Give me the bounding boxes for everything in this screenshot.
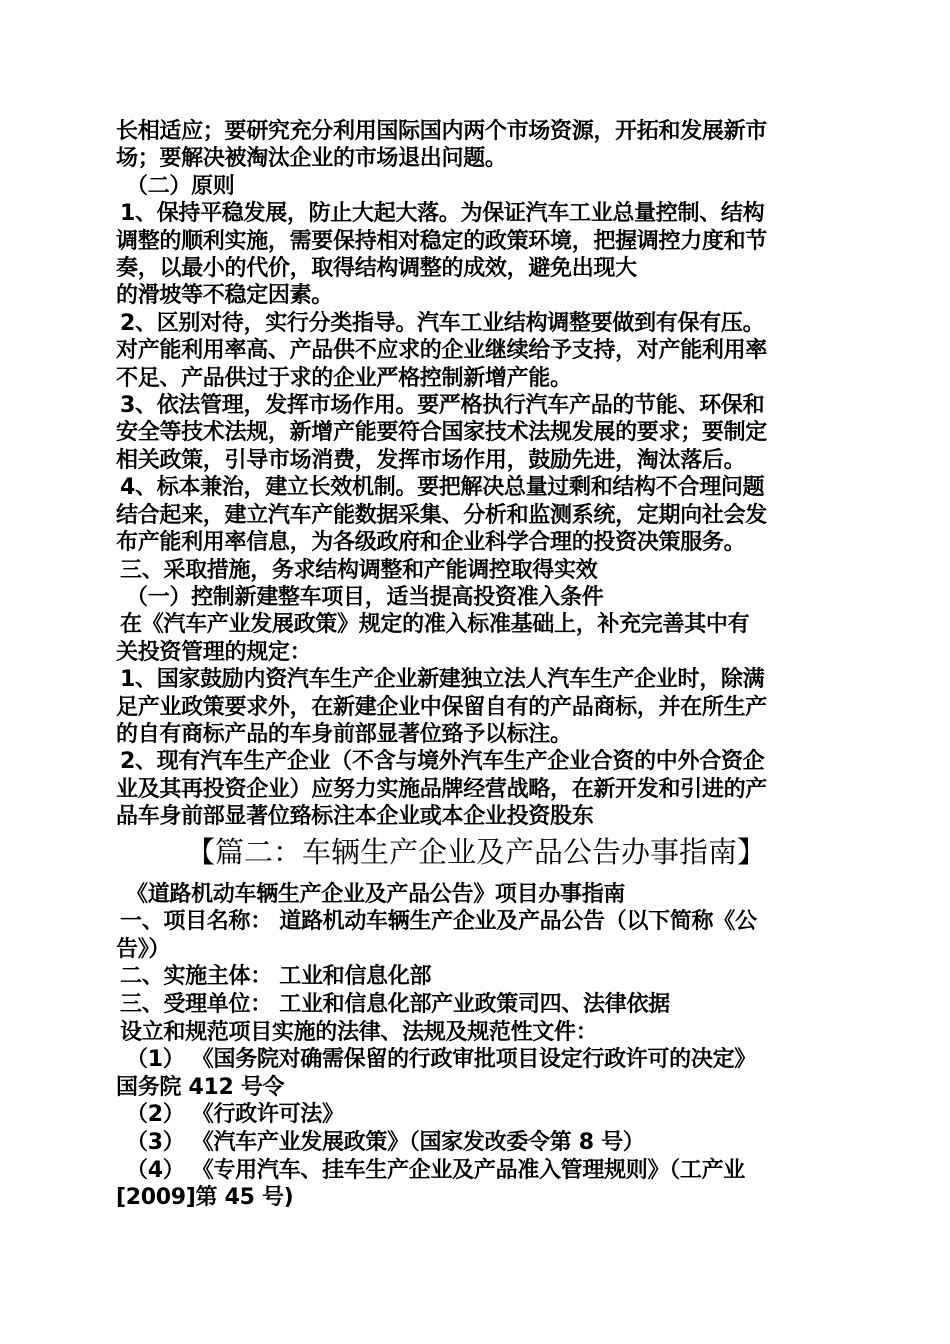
list-item: （2） 《行政许可法》 xyxy=(126,1102,344,1128)
text-line: 的滑坡等不稳定因素。 xyxy=(116,283,334,309)
text-line: 调整的顺利实施，需要保持相对稳定的政策环境，把握调控力度和节 xyxy=(116,228,768,254)
section-heading: 《道路机动车辆生产企业及产品公告》项目办事指南 xyxy=(126,881,626,907)
text-line: 关投资管理的规定： xyxy=(116,639,312,665)
list-item: （4） 《专用汽车、挂车生产企业及产品准入管理规则》（工产业 xyxy=(126,1157,745,1183)
text-line: 2、现有汽车生产企业（不含与境外汽车生产企业合资的中外合资企 xyxy=(120,749,765,775)
text-line: 1、国家鼓励内资汽车生产企业新建独立法人汽车生产企业时，除满 xyxy=(120,667,765,693)
text-line: 4、标本兼治，建立长效机制。要把解决总量过剩和结构不合理问题 xyxy=(120,475,765,501)
text-line: 足产业政策要求外，在新建企业中保留自有的产品商标，并在所生产 xyxy=(116,694,768,720)
list-item: （1） 《国务院对确需保留的行政审批项目设定行政许可的决定》 xyxy=(126,1047,756,1073)
text-line: 安全等技术法规，新增产能要符合国家技术法规发展的要求；要制定 xyxy=(116,420,768,446)
text-line: 对产能利用率高、产品供不应求的企业继续给予支持，对产能利用率 xyxy=(116,338,768,364)
text-line: 二、实施主体： 工业和信息化部 xyxy=(120,964,432,990)
text-line: 相关政策，引导市场消费，发挥市场作用，鼓励先进，淘汰落后。 xyxy=(116,447,746,473)
text-line: 结合起来，建立汽车产能数据采集、分析和监测系统，定期向社会发 xyxy=(116,502,768,528)
text-line: [2009]第 45 号) xyxy=(116,1185,294,1211)
page-title: 【篇二：车辆生产企业及产品公告办事指南】 xyxy=(185,834,766,869)
text-line: 3、依法管理，发挥市场作用。要严格执行汽车产品的节能、环保和 xyxy=(120,393,765,419)
text-line: 一、项目名称： 道路机动车辆生产企业及产品公告（以下简称《公 xyxy=(120,909,757,935)
section-heading: （二）原则 xyxy=(126,173,235,199)
list-item: （3） 《汽车产业发展政策》（国家发改委令第 8 号） xyxy=(126,1129,645,1155)
text-line: 告》） xyxy=(116,936,171,962)
section-heading: 三、采取措施，务求结构调整和产能调控取得实效 xyxy=(120,557,598,583)
text-line: 的自有商标产品的车身前部显著位臵予以标注。 xyxy=(116,721,572,747)
text-line: 国务院 412 号令 xyxy=(116,1074,285,1100)
document-page xyxy=(116,118,836,1212)
text-line: 奏，以最小的代价，取得结构调整的成效，避免出现大 xyxy=(116,256,637,282)
text-line: 在《汽车产业发展政策》规定的准入标准基础上，补充完善其中有 xyxy=(120,612,750,638)
text-line: 长相适应；要研究充分利用国际国内两个市场资源，开拓和发展新市 xyxy=(116,119,768,144)
text-line: 1、保持平稳发展，防止大起大落。为保证汽车工业总量控制、结构 xyxy=(120,201,765,227)
text-line: 场；要解决被淘汰企业的市场退出问题。 xyxy=(116,146,507,172)
text-line: 三、受理单位： 工业和信息化部产业政策司四、法律依据 xyxy=(120,991,670,1017)
text-line: 品车身前部显著位臵标注本企业或本企业投资股东 xyxy=(116,804,594,830)
section-heading: （一）控制新建整车项目，适当提高投资准入条件 xyxy=(126,584,604,610)
text-line: 不足、产品供过于求的企业严格控制新增产能。 xyxy=(116,365,572,391)
text-line: 业及其再投资企业）应努力实施品牌经营战略，在新开发和引进的产 xyxy=(116,776,768,802)
guide-section xyxy=(116,881,836,1212)
text-line: 布产能利用率信息，为各级政府和企业科学合理的投资决策服务。 xyxy=(116,530,746,556)
text-line: 2、区别对待，实行分类指导。汽车工业结构调整要做到有保有压。 xyxy=(120,310,765,336)
text-line: 设立和规范项目实施的法律、法规及规范性文件： xyxy=(120,1019,598,1045)
